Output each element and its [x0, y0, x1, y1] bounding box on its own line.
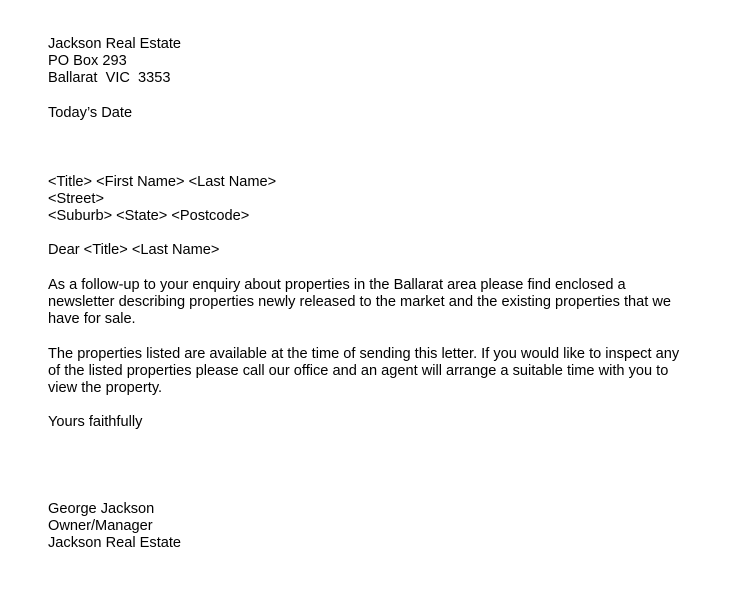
letter-date: Today’s Date	[48, 104, 133, 121]
spacer	[48, 122, 728, 174]
body-paragraph-1: As a follow-up to your enquiry about properties in the Ballarat area please find enclosed a newsletter describing properties newly released to the market and the existing properties that we have for sale.	[48, 276, 671, 328]
spacer	[48, 397, 728, 414]
sender-address-line-1: PO Box 293	[48, 53, 127, 70]
spacer	[48, 328, 728, 345]
signature-space	[48, 432, 728, 501]
signature-title: Owner/Manager	[48, 517, 153, 534]
sender-address-line-2: Ballarat VIC 3353	[48, 70, 171, 87]
spacer	[48, 260, 728, 277]
recipient-address-block	[48, 174, 728, 226]
recipient-name-line: <Title> <First Name> <Last Name>	[48, 173, 277, 190]
signature-name: George Jackson	[48, 500, 155, 517]
salutation: Dear <Title> <Last Name>	[48, 242, 220, 259]
spacer	[48, 225, 728, 242]
signature-company: Jackson Real Estate	[48, 534, 182, 551]
sender-address-block	[48, 36, 728, 88]
spacer	[48, 88, 728, 105]
recipient-street-line: <Street>	[48, 190, 104, 207]
recipient-locality-line: <Suburb> <State> <Postcode>	[48, 208, 250, 224]
closing: Yours faithfully	[48, 414, 143, 431]
sender-name: Jackson Real Estate	[48, 36, 182, 52]
signature-block	[48, 501, 728, 553]
body-paragraph-2: The properties listed are available at the time of sending this letter. If you would like to inspect any of the listed properties please call our office and an agent will arrange a suitable time with you to view the property.	[48, 345, 680, 396]
letter-page	[48, 36, 728, 552]
